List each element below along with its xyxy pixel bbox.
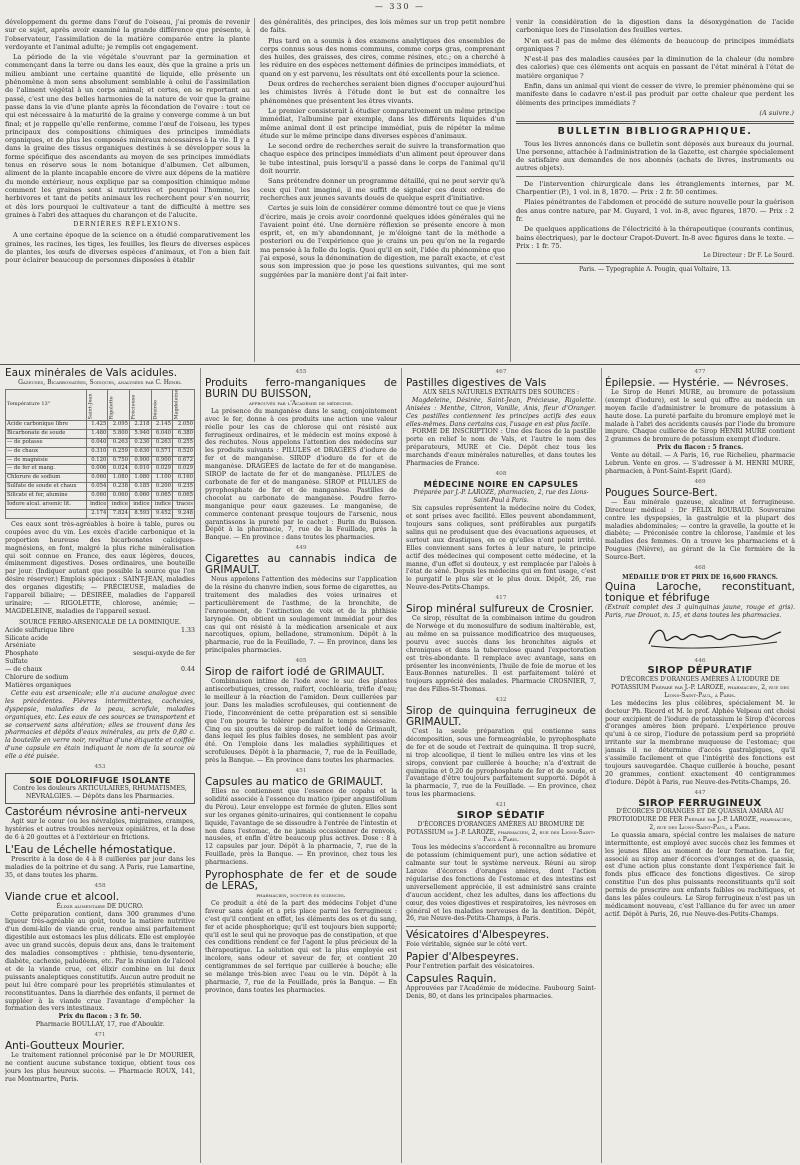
ad-price: Prix du flacon : 3 fr. 50. (58, 1013, 142, 1021)
table-cell: 9.248 (173, 509, 195, 518)
biblio-entry: Plaies pénétrantes de l'abdomen et procédé de suture nouvelle pour la guérison des anus contre nature, par M. Guyard, 1 vol. in-8, avec figures, 1870. — Prix : 2 fr. (516, 198, 794, 223)
ad-number: 467 (495, 369, 507, 375)
table-cell: 0.029 (173, 465, 195, 474)
ad-body: Contre les douleurs ARTICULAIRES, RHUMATISMES, NÉVRALGIES. — Dépôts dans les Pharmacies. (13, 785, 187, 801)
ad-raifort (205, 667, 397, 765)
table-row (6, 474, 195, 483)
paragraph: Plus tard on a soumis à des examens analytiques des ensembles de corps connus sous des noms communs, comme corps gras, comprenant des huiles, des graisses, des cires, comme résines, etc.; on a cherché à les réduire en des espèces nettement définies de principes immédiats, et quand on y est parvenu, les résultats ont été excellents pour la science. (260, 36, 505, 78)
column-divider (601, 368, 602, 1163)
ad-body: Ce sirop, résultat de la combinaison intime du goudron de Norwège et du monosulfure de sodium inaltérable, est, au même en sa puissance modificatrice des muqueuses, pourvu avec succès dans les bronchites aiguës et chroniques et dans la tuberculose quand l'expectoration est très-abondante. Il remplace avec avantage, sans en présenter les inconvénients, l'huile de foie de morue et les Eaux-Bonnes naturelles. Il est parfaitement toléré et toujours apprécié des malades. Pharmacie CROSNIER, 7, rue des Filles-St-Thomas. (406, 615, 596, 694)
ad-title: Papier d'Albespeyres. (406, 951, 519, 964)
ad-subtitle: AUX SELS NATURELS EXTRAITS DES SOURCES : (423, 388, 579, 396)
ad-title: Sirop de quinquina ferrugineux de GRIMAULT. (406, 705, 596, 729)
laroche-signature-icon (645, 624, 785, 650)
ad-number: 477 (694, 369, 706, 375)
table-cell: 0.040 (86, 438, 108, 447)
ad-burin (205, 378, 397, 542)
table-row (6, 501, 195, 510)
table-cell: 9.452 (151, 509, 173, 518)
table-label: Température 13° (6, 389, 87, 420)
ad-title: Capsules au matico de GRIMAULT. (205, 775, 384, 788)
ad-title: SIROP DÉPURATIF (647, 665, 753, 677)
ad-subtitle: approuvés par l'Académie de médecine. (249, 399, 353, 407)
composition-name: Silicate acide (5, 634, 48, 642)
table-cell: 0.263 (108, 438, 130, 447)
row-label: Acide carbonique libre (6, 420, 87, 429)
composition-item (5, 658, 195, 666)
composition-value: 0.44 (180, 666, 195, 674)
ad-lechelle (5, 845, 195, 880)
ad-number: 405 (295, 658, 307, 665)
ad-body: Ce produit a été de la part des médecins l'objet d'une faveur sans égale et a pris place parmi les ferrugineux : c'est qu'il contient en effet, les éléments des os et du sang, fer et acide phosphorique; qu'il est toujours bien supporté; qu'il est le seul qui ne provoque pas de constipation, et que ces conditions rendent ce fer l'agent le plus précieux de la thérapeutique. La solution qui est la plus employée est incolore, sans odeur et saveur de fer, et contient 20 centigrammes de sel ferrique par cuillerée à bouche; elle se mélange très-bien avec l'eau ou le vin. Dépôt à la pharmacie, 7, rue de la Feuillade, près la Banque. — En province, dans toutes les pharmacies. (205, 899, 397, 994)
ad-number: 453 (94, 764, 106, 771)
biblio-entry: De quelques applications de l'électricité à la thérapeutique (courants continus, bains électriques), par le docteur Crapot-Duvert. In-8 avec figures dans le texte. — Prix : 1 fr. 75. (516, 225, 794, 250)
table-cell: 6.380 (173, 429, 195, 438)
column-divider (401, 368, 402, 1163)
row-label (6, 509, 87, 518)
table-cell: 0.672 (173, 456, 195, 465)
ad-anti-goutteux (5, 1041, 195, 1084)
ad-body: Cette préparation contient, dans 300 grammes d'une liqueur très-agréable au goût, toute la matière nutritive d'un demi-kilo de viande crue, rendue ainsi parfaitement digestible aux estomacs les plus délicats. Elle est employée avec un grand succès, depuis deux ans, dans le traitement des maladies consomptives : phthisie, tenu-dysenterie, diabète, cachexie, paludéens, etc. Par la réunion de l'alcool et de la viande crue, cet élixir combine en lui deux puissants analeptiques constitutifs. Aucun autre produit ne peut lui être comparé pour les propriétés stimulantes et reconstituantes. Dans la diarrhée des enfants, il permet de suppléer à la viande crue l'avantage d'empêcher la formation des vers intestinaux. (5, 910, 195, 1013)
row-label: — de magnésie (6, 456, 87, 465)
table-cell: 1.425 (86, 420, 108, 429)
ad-title: SOIE DOLORIFUGE ISOLANTE (29, 774, 171, 785)
ad-number: 432 (495, 697, 507, 704)
composition-name: — de chaux (5, 666, 43, 674)
table-cell: 0.520 (173, 447, 195, 456)
ad-vals-waters (5, 368, 195, 616)
composition-name: Acide sulfurique libre (5, 626, 75, 634)
column-header: Précieuse (129, 389, 151, 420)
row-label: — de potasse (6, 438, 87, 447)
column-divider (200, 368, 201, 1163)
ad-pougues (605, 488, 795, 562)
section-heading: DERNIÈRES RÉFLEXIONS. (73, 221, 182, 229)
paragraph: N'est-il pas des maladies causées par la diminution de la chaleur (du nombre des calories) que ces éléments ont acquis en passant de l'état minéral à l'état de matière organique ? (516, 55, 794, 80)
ad-pastilles-vals (406, 378, 596, 468)
ad-body: Foie véritable, signée sur le côté vert. (406, 941, 528, 949)
table-cell: 0.750 (108, 456, 130, 465)
column-header: Rigolette (108, 389, 130, 420)
ad-title: Capsules Raquin. (406, 973, 497, 986)
table-cell: 0.310 (86, 447, 108, 456)
table-cell: 0.160 (173, 474, 195, 483)
paragraph: N'en est-il pas de même des éléments de beaucoup de principes immédiats organiques ? (516, 36, 794, 53)
composition-item (5, 682, 195, 690)
ad-number: 471 (94, 1032, 106, 1039)
ad-number: 469 (694, 478, 706, 485)
composition-item (5, 635, 195, 643)
composition-item (5, 642, 195, 650)
ad-body: Le quassia amara, spécial contre les malaises de nature intermittente, est employé avec succès chez les femmes et les jeunes filles au moment de leur formation. Le fer, associé au sirop amer d'écorces d'oranges et de quassia, est d'une action plus constante dont l'expérience fait le fonds plus efficace des fonctions digestives. Ce sirop constitue l'un des plus puissants reconstituants qu'il soit permis de prescrire aux enfants faibles ou rachitiques, et dans les pâles couleurs. Le Sirop ferrugineux n'est pas un médicament nouveau, c'est l'alliance du fer avec un amer actif. Dépôt à Paris, 26, rue Neuve-des-Petits-Champs. (605, 831, 795, 918)
ad-quinquina-ferrugineux (406, 706, 596, 799)
composition-value: 1.33 (180, 626, 195, 634)
ad-number: 458 (94, 882, 106, 889)
paragraph: Le premier consisterait à étudier comparativement un même principe immédiat, l'albumine par exemple, dans les différents liquides d'un même animal dont il est principe immédiat, puis de répéter la même étude sur le même principe dans diverses espèces d'animaux. (260, 106, 505, 140)
ad-sirop-depuratif (605, 666, 795, 786)
ad-body: Magdeleine, Désirée, Saint-Jean, Précieuse, Rigolette. Anisées : Menthe, Citron, Vanille, Anis, fleur d'Oranger. Ces pastilles contiennent les principes actifs des eaux elles-mêmes. Dans certains cas, l'usage en est plus facile. (406, 396, 596, 428)
composition-value: sesqui-oxyde de fer (133, 650, 195, 658)
ad-body: Cette eau est arsenicale; elle n'a aucune analogue avec les précédentes. Fièvres intermittentes, cachexies, dyspepsie, maladies de la peau, scrofule, maladies organiques, etc. Les eaux de ces sources se transportent et se conservent sans altération; elles se trouvent dans les pharmacies et dépôts d'eaux minérales, au prix de 0,80 c. la bouteille en verre noir, revêtue d'une étiquette et coiffée d'une capsule en étain indiquant le nom de la source où elle a été puisée. (5, 689, 195, 761)
paragraph: des généralités, des principes, des lois mêmes sur un trop petit nombre de faits. (260, 18, 505, 35)
table-cell: indice (108, 501, 130, 510)
ad-title: MÉDECINE NOIRE EN CAPSULES (423, 478, 579, 489)
composition-name: Matières organiques (5, 682, 72, 689)
row-label: Iodure alcal. arsenic lit. (6, 501, 87, 510)
editorial-column-1 (5, 18, 250, 363)
ad-body: Agit sur le cœur (ou les névralgies, migraines, crampes, hystéries et autres troubles nerveux opiniâtres, et la dose de 6 à 20 gouttes et à l'extérieur en frictions. (5, 818, 195, 842)
ad-title: Sirop minéral sulfureux de Crosnier. (406, 603, 595, 616)
table-row (6, 429, 195, 438)
paragraph: venir la considération de la digestion dans la désoxygénation de l'acide carbonique lors de l'insolation des feuilles vertes. (516, 18, 794, 35)
table-row (6, 465, 195, 474)
table-cell: 2.145 (151, 420, 173, 429)
ad-subtitle: Préparée par J.-P. LAROZE, pharmacien, 2, rue des Lions-Saint-Paul à Paris. (413, 489, 589, 505)
ad-epilepsie (605, 378, 795, 476)
ad-body: (Extrait complet des 3 quinquinas jaune, rouge et gris). Paris, rue Drouot, n. 15, et dans toutes les pharmacies. (605, 603, 795, 619)
ads-divider (0, 364, 800, 365)
gerant-line: Le Directeur : Dr F. Le Sourd. (703, 252, 794, 260)
ad-title: Castoréum névrosine anti-nerveux (5, 806, 188, 819)
ad-title: SIROP FERRUGINEUX (638, 797, 762, 809)
table-cell: 0.120 (86, 456, 108, 465)
analysis-table (5, 389, 195, 519)
ad-title: SIROP SÉDATIF (456, 810, 546, 822)
composition-name: Phosphate (5, 650, 39, 658)
ad-subtitle: D'ÉCORCES D'ORANGES ET DE QUASSIA AMARA AU PROTOIODURE DE FER Préparé par J.-P. LAROZE, pharmacien, 2, rue des Lions-Saint-Paul, à Paris. (607, 808, 793, 831)
table-cell: 0.230 (129, 438, 151, 447)
table-cell: 5.940 (129, 429, 151, 438)
ad-number: 455 (295, 369, 307, 375)
ad-title: Anti-Goutteux Mourier. (5, 1040, 125, 1053)
table-cell: 0.255 (173, 438, 195, 447)
column-header: Désirée (151, 389, 173, 420)
table-cell: 0.060 (129, 492, 151, 501)
ad-title: Eaux minérales de Vals acidules. (5, 368, 178, 379)
composition-name: Chlorure de sodium (5, 674, 69, 682)
column-header: Saint-Jean (86, 389, 108, 420)
ad-body: Prescrite à la dose de 4 à 8 cuillerées par jour dans les maladies de la poitrine et du sang. A Paris, rue Lamartine, 35, et dans toutes les pharm. (5, 856, 195, 879)
table-cell: 0.065 (173, 492, 195, 501)
ads-column-2 (205, 368, 397, 1163)
ad-depot: Pharmacie BOULLAY, 17, rue d'Aboukir. (35, 1021, 165, 1029)
ad-sirop-ferrugineux (605, 799, 795, 919)
to-be-continued: (A suivre.) (759, 108, 794, 117)
table-row (6, 447, 195, 456)
column-divider (510, 18, 511, 362)
biblio-entry: De l'intervention chirurgicale dans les étranglements internes, par M. Charpentier (P.), 1 vol. in 8, 1870. — Prix : 2 fr. 50 centimes. (516, 179, 794, 197)
table-cell: 0.630 (129, 447, 151, 456)
table-cell: 0.185 (129, 483, 151, 492)
column-header: Magdeleine (173, 389, 195, 420)
table-cell: 0.259 (108, 447, 130, 456)
ad-number: 421 (495, 802, 507, 809)
table-cell: 0.065 (151, 492, 173, 501)
paragraph: Certes je suis loin de considérer comme démontré tout ce que je viens d'écrire, mais je crois avoir coordonné quelques idées générales qui ne l'avaient point été. Une dernière réflexion se présente encore à mon esprit, et, en m'y abandonnant, je m'éloigne tant de la méthode a posteriori ou de l'expérience que je crains un peu qu'on ne la regarde ma pensée à la folle du logis. Quoi qu'il en soit, l'idée du phénomène que j'ai exposé, sous la dénomination de digestion, me paraît exacte, et c'est sous son impression que je pose les questions suivantes, qui me sont suggérées par la manière dont j'ai fait inter- (260, 204, 505, 279)
composition-name: Arséniate (5, 642, 36, 650)
ad-title: Pastilles digestives de Vals (406, 376, 547, 389)
ad-dominique (5, 619, 195, 761)
double-rule (516, 121, 794, 124)
table-cell: 0.263 (151, 438, 173, 447)
page-folio: — 330 — (374, 2, 426, 11)
composition-item (5, 674, 195, 682)
ads-column-3 (406, 368, 596, 1163)
ad-body: C'est la seule préparation qui contienne sans décomposition, sous une formeagréable, le pyrophosphate de fer et de soude et l'extrait de quinquina. Il trop sucré, ni trop alcoolique, il tient le milieu entre les vins et les sirops, convient par cuillerée à bouche; n'a d'extrait de quinquina et 0,20 de pyrophosphate de fer et de soude, et l'avantage d'être toujours parfaitement supporté. Dépôt à la pharmacie, 7, rue de la Feuillade. — En province, chez tous les pharmaciens. (406, 728, 596, 799)
table-cell: 0.900 (129, 456, 151, 465)
ad-soie (5, 773, 195, 804)
table-cell: 2.095 (108, 420, 130, 429)
ad-depot: Vente au détail. — A Paris, 16, rue Richelieu, pharmacie Lebrun. Vente en gros. — S'adresser à M. HENRI MURE, pharmacien, à Pont-Saint-Esprit (Gard). (605, 452, 795, 475)
table-row (6, 509, 195, 518)
ad-subtitle: D'ÉCORCES D'ORANGES AMÈRES À L'IODURE DE POTASSIUM Préparé par J.-P. LAROZE, pharmacien, 2, rue des Lions-Saint-Paul, à Paris. (611, 675, 789, 699)
ad-number: 468 (694, 565, 706, 572)
ad-body: La présence du manganèse dans le sang, conjointement avec le fer, donne à ces produits une action une valeur réelle pour les cas de chlorose qui ont résisté aux ferrugineux ordinaires, et le médecin est moins exposé à des rechutes. Nous appelons l'attention des médecins sur les produits suivants : PILULES et DRAGÉES d'iodure de fer et de manganèse. SIROP d'iodure de fer et de manganèse. DRAGÉES de lactate de fer et de manganèse. SIROP de lactate de fer et de manganèse. PILULES de carbonate de fer et de manganèse. SIROP et PILULES de pyrophosphate de fer et de manganèse. Pastilles de chocolat au carbonate de manganèse. Poudre ferro-manganique pour eaux gazeuses. Le manganèse, de commerce contenant presque toujours de l'arsenic, nous garantissons la pureté par le cachet : Burin du Buisson. Dépôt à la pharmacie, 7, rue de la Feuillade, près la Banque. — En province : dans toutes les pharmacies. (205, 407, 397, 542)
ad-number: 417 (495, 595, 507, 602)
bulletin-title: BULLETIN BIBLIOGRAPHIQUE. (557, 126, 753, 138)
table-cell: 1.080 (129, 474, 151, 483)
ad-body: — Eau minérale gazeuse, alcaline et ferrugineuse. Directeur médical : Dr FÉLIX ROUBAUD. Souveraine contre les dyspepsies, la gastralgie et la plupart des maladies abdominales; — contre la gravelle, la goutte et le diabète; — Préconisée contre la chlorose, l'anémie et les maladies des femmes. On a trouve les pharmaciens et à Pougues (Nièvre), au gérant de la Cie fermière de la Source-Bert. (605, 498, 795, 562)
ad-subtitle: Élixir alimentaire DE DUCRO. (56, 902, 144, 910)
table-cell: 0.060 (86, 492, 108, 501)
ad-number: 408 (495, 470, 507, 477)
paragraph: La période de la vie végétale s'ouvrant par la germination et commençant dans la terre ou dans les eaux, dès que la graine a pris un milieu ambiant une certaine quantité de liquide, elle présente un phénomène à mon sens absolument semblable à celui de l'assimilation de l'aliment végétal à un corps animal; et certes, en se reportant au passé, c'est une des belles harmonies de la nature de voir que la graine passe dans la vie d'une plante après la fécondation de l'ovaire : tout ce qui est nécessaire à la maturité de la graine y converge comme à un but final; et je rappelle qu'elle renferme, comme l'œuf de l'oiseau, les types principaux des compositions chimiques des principes immédiats organiques, et de plus les composés minéraux nécessaires à la vie. Il y a dans la graine des tissus organiques destinés à se développer sous la forme spécifique des ascendants au moyen de ses principes immédiats tenus en réserve sous le nom botanique d'albumen. Cet albumen, aliment de la plante incapable encore de vivre aux dépens de la matière du monde extérieur, nous explique par sa composition chimique même comment les graines sont si nutritives et pourquoi l'homme, les herbivores et tant de petits animaux les recherchent pour s'en nourrir, et dès lors pourquoi le cultivateur a tant de difficulté à mettre ses graines à l'abri des attaques du charançon et de l'alucite. (5, 53, 250, 219)
ad-body: Le Sirop de Henri MURE, au bromure de potassium (exempt d'iodure), est le seul qui offre au médecin un moyen facile d'administrer le bromure de potassium à haute dose. La pureté parfaite du bromure employé met le malade à l'abri des accidents causés par l'iode du bromure impure. Chaque cuillerée de Sirop HENRI MURE contient 2 grammes de bromure de potassium exempt d'iodure. (605, 388, 795, 444)
table-cell: 2.050 (173, 420, 195, 429)
ad-title: Produits ferro-manganiques de BURIN DU BUISSON, (205, 376, 397, 400)
ad-body: Approuvées par l'Académie de médecine. Faubourg Saint-Denis, 80, et dans les principales pharmacies. (406, 985, 596, 1001)
table-cell: 7.824 (108, 509, 130, 518)
table-cell: 0.029 (151, 465, 173, 474)
ad-cigarettes (205, 554, 397, 655)
ad-title: Cigarettes au cannabis indica de GRIMAULT. (205, 553, 397, 577)
bulletin-intro: Tous les livres annoncés dans ce bulletin sont déposés aux bureaux du journal. Une personne, attachée à l'administration de la Gazette, est chargée spécialement de satisfaire aux demandes de nos abonnés (achats de livres, instruments ou autres objets). (516, 139, 794, 173)
ad-title: Pougues Source-Bert. (605, 486, 718, 499)
ad-number: 446 (694, 657, 706, 664)
table-cell: indice (129, 501, 151, 510)
ad-capsules-raquin (406, 974, 596, 1001)
composition-name: Sulfate (5, 658, 28, 666)
table-cell: 0.054 (86, 483, 108, 492)
paragraph: Sans prétendre donner un programme détaillé, qui ne peut servir qu'à ceux qui l'ont imaginé, il me suffit de signaler ces deux ordres de recherches aux jeunes savants doués de quelque esprit d'initiative. (260, 177, 505, 202)
ad-number: 451 (295, 768, 307, 775)
table-cell: 0.200 (151, 483, 173, 492)
table-row (6, 438, 195, 447)
ad-body: Tous les médecins s'accordent à reconnaître au bromure de potassium (chimiquement pur), une action sédative et calmante sur tout le système nerveux. Réuni au sirop Laroze d'écorces d'oranges amères, dont l'action régularise des fonctions de l'estomac et des intestins est universellement appréciée, il est administré sans crainte d'aucun accident, chez les adultes, dans les affections du cœur, des voies digestives et respiratoires, les névroses en général et les maladies nerveuses de la dentition. Dépôt, 26, rue Neuve-des-Petits-Champs, à Paris. (406, 844, 596, 923)
table-cell: 0.060 (86, 474, 108, 483)
row-label: — de fer et mang. (6, 465, 87, 474)
ad-body: Ces eaux sont très-agréables à boire à table, pures ou coupées avec du vin. Les excès d'acide carbonique et la proportion heureuse des bicarbonates calciques-magnésiens, en font, malgré la plus riche minéralisation qui soit connue en France, des eaux légères, douces, éminemment digestives. Doses ordinaires, une bouteille par jour. (Indiquer autant que possible la source que l'on désire réserver.) Emplois spéciaux : SAINT-JEAN, maladies des organes digestifs; — PRÉCIEUSE, maladies de l'appareil biliaire; — DÉSIRÉE, maladies de l'appareil urinaire; — RIGOLETTE, chlorose, anémie; — MAGDELEINE, maladies de l'appareil sexuel. (5, 520, 195, 615)
table-row (6, 492, 195, 501)
ad-viande-crue (5, 892, 195, 1030)
paragraph: Le second ordre de recherches serait de suivre la transformation que chaque espèce des principes immédiats d'un aliment peut éprouver dans le tube intestinal, puis lorsqu'il a passé dans le corps de l'animal qu'il doit nourrir. (260, 142, 505, 176)
ad-sirop-crosnier (406, 604, 596, 694)
ad-title: Pyrophosphate de fer et de soude de LERAS, (205, 869, 397, 893)
table-cell: 0.060 (108, 492, 130, 501)
ad-body: Les médecins les plus célèbres, spécialement M. le docteur Ph. Ricord et M. le prof. Alphée Velpeau ont choisi pour excipient de l'iodure de potassium le Sirop d'écorces d'oranges amères bien préparé. L'expérience prouve qu'uni à ce sirop, l'iodure de potassium perd sa propriété irritante sur la membrane muqueuse de l'estomac; que jamais il ne détermine d'accès gastralgiques, qu'il s'assimile facilement et que l'intégrité des fonctions est toujours sauvegardée. Chaque cuillerée à bouche, pesant 20 grammes, contient exactement 40 centigrammes d'iodure. Dépôt à Paris, rue Neuve-des-Petits-Champs, 26. (605, 699, 795, 786)
ad-pyrophosphate (205, 870, 397, 995)
row-label: Sulfate de soude et chaux (6, 483, 87, 492)
ad-quina-laroche (605, 574, 795, 655)
table-cell: 1.080 (108, 474, 130, 483)
ad-title: SOURCE FERRO-ARSENICALE DE LA DOMINIQUE. (19, 618, 181, 626)
ad-number: 447 (694, 789, 706, 796)
table-cell: 0.235 (173, 483, 195, 492)
table-cell: 6.040 (151, 429, 173, 438)
ad-castoreum (5, 807, 195, 842)
ad-body: Le traitement rationnel préconisé par le Dr MOURIER, ne contient aucune substance toxique, obtient tous ces jours les plus heureux succès. — Pharmacie ROUX, 141, rue Montmartre, Paris. (5, 1052, 195, 1083)
rule (406, 926, 596, 927)
ad-subtitle: Gazeuses, Bicarbonatées, Sodiques, analysées par C. Henri. (18, 379, 182, 386)
table-cell: traces (173, 501, 195, 510)
table-cell: 5.800 (108, 429, 130, 438)
ad-body: Combinaison intime de l'iode avec le suc des plantes antiscorbutiques, cresson, raifort, cochléaria, trèfle d'eau; le meilleur à la réaction de l'amidon. Deux cuillerées par jour. Dans les maladies scrofuleuses, qui contiennent de l'iode, l'inconvénient de cette préparation est si sensible que l'on pourra le tolérer pendant le temps nécessaire. Cinq ou six gouttes de sirop de raifort iodé de Grimault, dans lequel les plus faibles doses, ne semblent pas avoir été. On l'emploie dans les maladies syphilitiques et scrofuleuses. Dépôt à la pharmacie, 7, rue de la Feuillade, près la Banque. — En province dans toutes les pharmacies. (205, 678, 397, 765)
ads-column-4 (605, 368, 795, 1163)
editorial-column-3 (516, 18, 794, 363)
ad-number: 449 (295, 545, 307, 552)
table-cell: indice (151, 501, 173, 510)
paragraph: Deux ordres de recherches seraient bien dignes d'occuper aujourd'hui les chimistes livrés à l'étude dont le but est de connaître les phénomènes que présentent les êtres vivants. (260, 80, 505, 105)
ad-title: Épilepsie. — Hystérie. — Névroses. (605, 376, 789, 389)
ad-papier (406, 952, 596, 971)
imprint-line: Paris. — Typographie A. Pougin, quai Voltaire, 13. (516, 263, 794, 274)
table-cell: 0.238 (108, 483, 130, 492)
ad-title: L'Eau de Léchelle hémostatique. (5, 844, 176, 856)
table-cell: 0.006 (86, 465, 108, 474)
ad-subtitle: Quina Laroche, reconstituant, tonique et fébrifuge (605, 580, 795, 604)
table-cell: 0.010 (129, 465, 151, 474)
ad-body: Elles ne contiennent que l'essence de copahu et la solidité associée à l'essence du matico (piper angustifolium du Pérou). Leur enveloppe est formée de gluten. Elles sont sur les organes génito-urinaires, qui contiennent le copahu liquide, l'avantage de se dissoudre à l'entrée de l'intestin et non dans l'estomac, de ne jamais occasionner de renvois, nausées, et enfin d'être beaucoup plus actives. Dose : 8 à 12 capsules par jour. Dépôt à la pharmacie, 7, rue de la Feuillade, près la Banque. — En province, chez tous les pharmaciens. (205, 787, 397, 867)
table-cell: 2.174 (86, 509, 108, 518)
composition-item (5, 650, 195, 658)
row-label: Bicarbonate de soude (6, 429, 87, 438)
ad-subtitle: pharmacien, docteur ès sciences. (256, 892, 346, 900)
ad-title: Viande crue et alcool. (5, 890, 120, 903)
table-body (6, 420, 195, 518)
ad-subtitle: D'ÉCORCES D'ORANGES AMÈRES AU BROMURE DE POTASSIUM de J.-P. LAROZE, pharmacien, 2, rue des Lions-Saint-Paul à Paris. (406, 820, 596, 844)
ads-column-1 (5, 368, 195, 1163)
row-label: Chlorure de sodium (6, 474, 87, 483)
paragraph: A une certaine époque de la science on a étudié comparativement les graines, les racines, les tiges, les feuilles, les fleurs de diverses espèces de plantes, les œufs de diverses espèces d'animaux, et l'on a bien fait pour éclairer beaucoup de personnes disposées à établir (5, 231, 250, 265)
ad-matico (205, 777, 397, 867)
ad-title: MÉDAILLE D'OR ET PRIX DE 16,600 FRANCS. (622, 573, 778, 581)
composition-item (5, 666, 195, 674)
ad-body: Nous appelons l'attention des médecins sur l'application de la résine du chanvre indien, sous forme de cigarettes, au traitement des maladies des voies urinaires et particulièrement de l'asthme, de la bronchite, de l'enrouement, de l'extinction de voix et de la phthisie laryngée. On obtient un soulagement immédiat pour des cas qui ont résisté à la médication arsenicale et aux narcotiques, opium, belladone, stramonium. Dépôt à la pharmacie, rue de la Feuillade, 7. — En province, dans les principales pharmacies. (205, 576, 397, 655)
table-cell: 0.571 (151, 447, 173, 456)
table-row (6, 420, 195, 429)
table-cell: 1.480 (86, 429, 108, 438)
table-cell: 2.218 (129, 420, 151, 429)
table-row (6, 456, 195, 465)
ad-sirop-sedatif (406, 811, 596, 923)
table-cell: indice (86, 501, 108, 510)
ad-title: Vésicatoires d'Albespeyres. (406, 929, 550, 942)
ad-vesicatoires (406, 930, 596, 949)
row-label: — de chaux (6, 447, 87, 456)
table-cell: 0.900 (151, 456, 173, 465)
rule (516, 176, 794, 177)
table-cell: 0.024 (108, 465, 130, 474)
ad-medecine-noire (406, 480, 596, 592)
ad-body: FORME DE INSCRIPTION : Une des faces de la pastille porte en relief le nom de Vals, et l'autre le nom des préparateurs, MURE et Cie. Dépôt chez tous les marchands d'eaux minérales naturelles, et dans toutes les Pharmacies de France. (406, 428, 596, 468)
table-row (6, 483, 195, 492)
paragraph: développement du germe dans l'œuf de l'oiseau, j'ai promis de revenir sur ce sujet, après avoir examiné la grande différence que présente, à l'observateur, l'assimilation de la matière comparée entre la plante verdoyante et l'animal adulte; je remplis cet engagement. (5, 18, 250, 51)
ad-price: Prix du flacon : 5 francs. (656, 444, 744, 452)
paragraph: Enfin, dans un animal qui vient de cesser de vivre, le premier phénomène qui se manifeste dans le cadavre n'est-il pas produit par cette chaleur que perdent les éléments des principes immédiats ? (516, 82, 794, 107)
row-label: Silicate et fer, alumine (6, 492, 87, 501)
table-cell: 8.593 (129, 509, 151, 518)
composition-item (5, 627, 195, 635)
ad-body: Six capsules représentent la médecine noire du Codex, et sont prises avec facilité. Elles peuvent abondamment, toujours sans coliques, sont préférables aux purgatifs salins qui ne produisent que des évacuations aqueuses, et surtout aux drastiques, en ce qu'elles n'ont point irrité. Elles conviennent sans fortes à leur nature, le principe actif des médecines qui composent cette médecine, et la manne, d'un effet si douteux, y est remplacée par l'aloès à l'état de séné. Depuis les médecins qui en font usage, c'est le purgatif le plus sûr et le plus doux. Dépôt, 26, rue Neuve-des-Petits-Champs. (406, 505, 596, 592)
table-cell: 1.100 (151, 474, 173, 483)
column-divider (254, 18, 255, 362)
editorial-column-2 (260, 18, 505, 363)
ad-title: Sirop de raifort iodé de GRIMAULT. (205, 666, 385, 679)
composition-list (5, 627, 195, 690)
ad-body: Pour l'entretien parfait des vésicatoires. (406, 963, 535, 971)
